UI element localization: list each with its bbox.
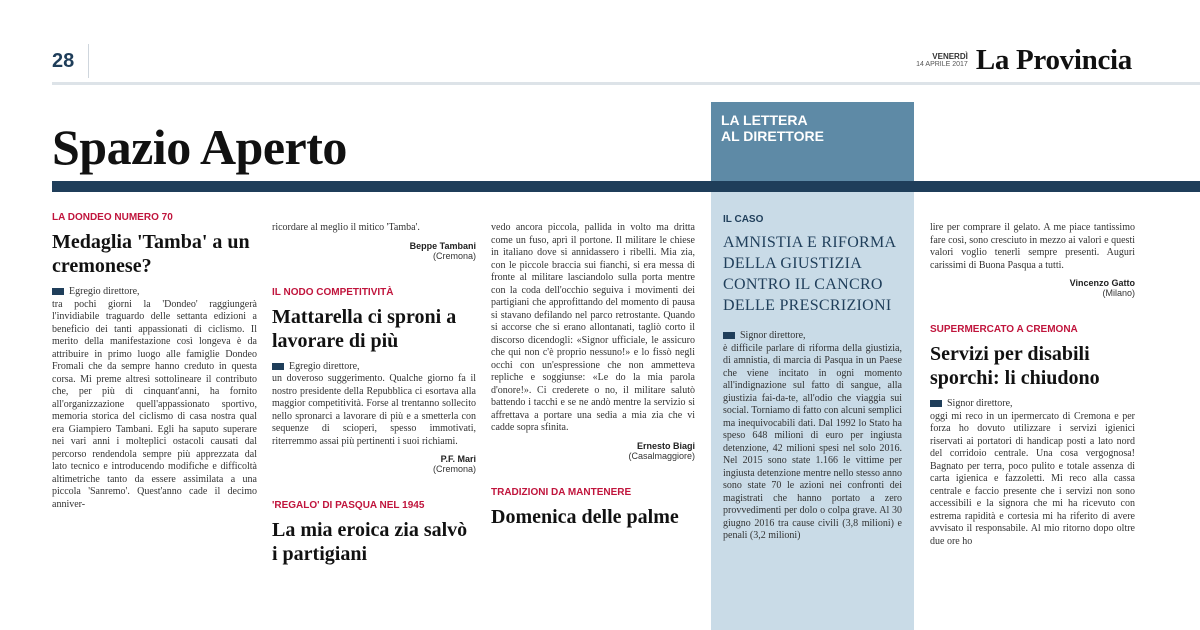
article-kicker: SUPERMERCATO A CREMONA bbox=[930, 324, 1078, 335]
signature-place: (Milano) bbox=[1102, 288, 1135, 298]
article-kicker: TRADIZIONI DA MANTENERE bbox=[491, 486, 632, 498]
page-number-divider bbox=[88, 44, 89, 78]
article-body bbox=[930, 398, 1135, 548]
article-kicker: IL NODO COMPETITIVITÀ bbox=[272, 286, 394, 298]
article-kicker: IL CASO bbox=[723, 214, 764, 225]
masthead bbox=[916, 44, 1132, 77]
salutation: Egregio direttore, bbox=[289, 360, 360, 372]
paragraph-marker-icon bbox=[723, 332, 735, 339]
continued-text: vedo ancora piccola, pallida in volto ma dritta come un fuso, aprì il portone. Il militare le chiese in italiano dove si annidassero i ribelli. Mia zia, con le piccole braccia sui fianchi, si era messa di fronte al militare lasciandolo sulla porta mentre con la coda dell'occhio seguiva i movimenti dei partigiani che approfittando del momento di pausa si stavano defilando nel parco retrostante. Quando si accorse che si erano allontanati, tagliò corto il discorso dicendogli: «Signor ufficiale, le assicuro che qui non c'è proprio nessuno!» e lo fissò negli occhi con un'espressione che non ammetteva repliche e soggiunse: «Le do la mia parola d'onore!». Ci crederete o no, il militare salutò battendo i tacchi e se ne andò mentre la servizio si affrettava a portare una sedia a mia zia che vi cadde sopra sfinita. bbox=[491, 222, 695, 433]
column-2 bbox=[272, 222, 476, 630]
continued-text: lire per comprare il gelato. A me piace tantissimo fare così, sono cresciuto in mezzo ai valori e questi valori voglio tenerli sempre presenti. Auguri carissimi di Buona Pasqua a tutti. bbox=[930, 222, 1135, 271]
paragraph-marker-icon bbox=[930, 400, 942, 407]
paragraph-marker-icon bbox=[52, 288, 64, 295]
article-text: è difficile parlare di riforma della giustizia, di amnistia, di marcia di Pasqua in un Paese che viene incitato in ogni momento all'indignazione sul fatto di sangue, alla giustizia fai-da-te, all'odio che viaggia sui social. Torniamo di fatto con alcuni semplici ma inequivocabili dati. Dal 1992 lo Stato ha speso 648 milioni di euro per ingiusta detenzione, 42 milioni spesi nel solo 2016. Nel 2015 sono state 1.166 le vittime per ingiusta detenzione mentre nello stesso anno sono state 70 le azioni nei confronti dei magistrati che hanno portato a zero provvedimenti per dolo o colpa grave. Al 30 giugno 2016 tra cause civili (3,8 milioni) e penali (3,2 milioni) bbox=[723, 342, 902, 541]
signature-name: Beppe Tambani bbox=[409, 240, 476, 251]
article-headline: Medaglia 'Tamba' a un cremonese? bbox=[52, 231, 250, 277]
paragraph-marker-icon bbox=[272, 363, 284, 370]
column-3 bbox=[491, 222, 695, 630]
section-title: Spazio Aperto bbox=[52, 119, 347, 175]
salutation: Egregio direttore, bbox=[69, 286, 140, 297]
article-headline: Mattarella ci sproni a lavorare di più bbox=[272, 305, 457, 352]
masthead-date bbox=[916, 53, 968, 69]
article-headline: AMNISTIA E RIFORMA DELLA GIUSTIZIA CONTRO IL CANCRO DELLE PRESCRIZIONI bbox=[723, 234, 896, 314]
letter-band-line1: LA LETTERA bbox=[721, 112, 808, 128]
masthead-full-date: 14 APRILE 2017 bbox=[916, 61, 968, 69]
signature-place: (Cremona) bbox=[432, 250, 476, 261]
salutation: Signor direttore, bbox=[947, 398, 1013, 409]
article-headline: Servizi per disabili sporchi: li chiudono bbox=[930, 343, 1100, 389]
column-1 bbox=[52, 212, 257, 630]
article-headline: La mia eroica zia salvò i partigiani bbox=[272, 519, 468, 565]
letter-band-line2: AL DIRETTORE bbox=[721, 128, 824, 144]
article-text: oggi mi reco in un ipermercato di Cremona e per forza ho dovuto utilizzare i servizi igienici riservati ai portatori di handicap posti a lato nord del corridoio centrale. Una cosa vergognosa! Bagnato per terra, poco pulito e totale assenza di carta igienica e fazzoletti. Mi reco alla cassa centrale e faccio presente che i servizi non sono accessibili e la signora che mi ha ricevuto con estrema rapidità e cortesia mi ha riferito di avere avvisato il responsabile. Al mio ritorno dopo oltre due ore ho bbox=[930, 410, 1135, 547]
article-body bbox=[272, 361, 476, 449]
signature-place: (Cremona) bbox=[432, 464, 476, 474]
article-headline: Domenica delle palme bbox=[491, 505, 679, 528]
signature-name: P.F. Mari bbox=[440, 454, 476, 464]
signature-name: Ernesto Biagi bbox=[636, 440, 695, 451]
salutation: Signor direttore, bbox=[740, 330, 806, 341]
column-5 bbox=[930, 222, 1135, 630]
signature-name: Vincenzo Gatto bbox=[1069, 278, 1135, 288]
newspaper-name: La Provincia bbox=[975, 44, 1132, 76]
column-4-letter bbox=[711, 192, 914, 630]
article-text: un doveroso suggerimento. Qualche giorno fa il nostro presidente della Repubblica ci esortava alla maggior competitività. Forse al trentanno sollecito nello spronarci a lavorare di più e a smetterla con sequenze di scioperi, spesso immotivati, riterremmo assai più pertinenti i suoi richiami. bbox=[272, 373, 476, 447]
page-number: 28 bbox=[52, 50, 75, 72]
article-kicker: LA DONDEO NUMERO 70 bbox=[52, 212, 173, 223]
article-body bbox=[723, 330, 902, 543]
continued-text: ricordare al meglio il mitico 'Tamba'. bbox=[272, 222, 420, 233]
letter-to-editor-band bbox=[711, 102, 914, 190]
header-rule bbox=[52, 82, 1200, 85]
article-kicker: 'REGALO' DI PASQUA NEL 1945 bbox=[272, 500, 425, 511]
article-text: tra pochi giorni la 'Dondeo' raggiungerà l'invidiabile traguardo delle settanta edizioni a beneficio dei tanti appassionati di ciclismo. Il merito della manifestazione così longeva è da attribuire in primo luogo alle famiglie Dondeo Fromali che da sempre hanno creduto in questa corsa. Mi preme altresì sottolineare il contributo che, per più di cinquant'anni, ha fornito all'organizzazione quell'appassionato sportivo, memoria storica del ciclismo di casa nostra qual era Giampiero Tambani. Egli ha saputo superare nei vari anni i molteplici ostacoli causati dal percorso rendendola sempre più apprezzata dal lato tecnico e introducendo modifiche e difficoltà altimetriche tanto da essere assimilata a una piccola 'Sanremo'. Quest'anno cade il decimo anniver- bbox=[52, 298, 257, 510]
article-body bbox=[52, 286, 257, 511]
masthead-day: VENERDÌ bbox=[932, 51, 968, 61]
signature-place: (Casalmaggiore) bbox=[628, 450, 695, 461]
section-rule bbox=[52, 181, 1200, 192]
